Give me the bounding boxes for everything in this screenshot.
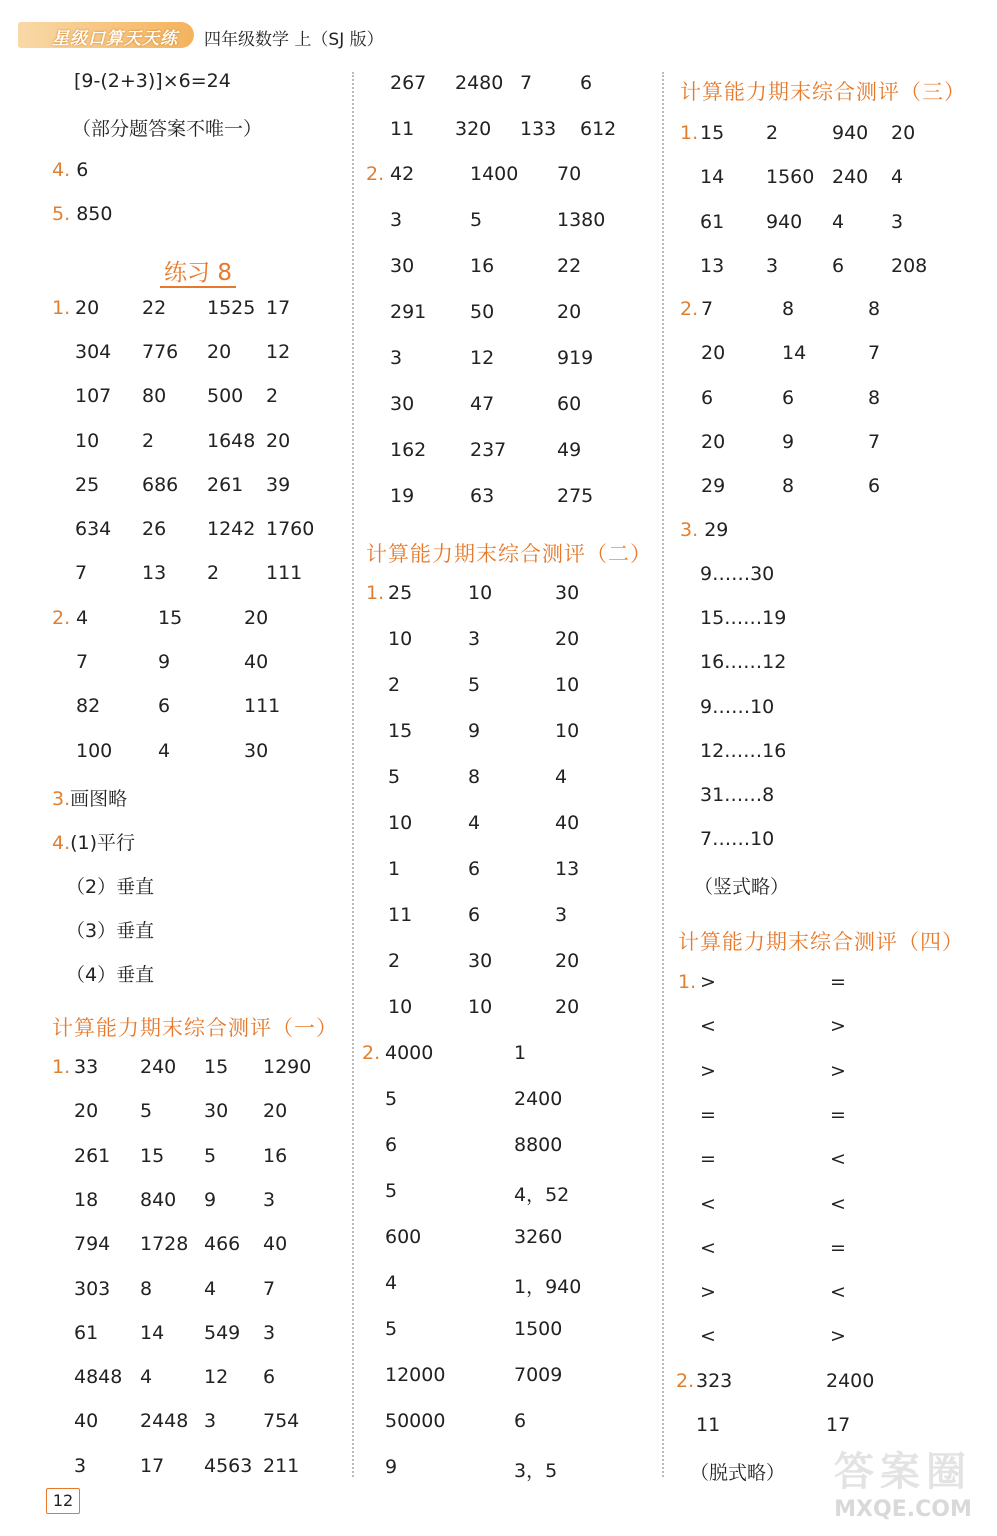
q-number: 2.	[680, 298, 699, 320]
answer-cell: 11	[696, 1414, 721, 1437]
answer-cell: <	[830, 1148, 846, 1171]
answer-cell: 33	[74, 1056, 99, 1078]
answer-cell: 8	[782, 475, 795, 498]
answer-cell: 6	[385, 1134, 398, 1156]
answer-cell: 500	[207, 385, 244, 408]
q-number: 3.	[680, 519, 699, 541]
answer-cell: =	[700, 1148, 716, 1171]
answer-cell: 1	[514, 1042, 527, 1064]
answer-cell: 1525	[207, 297, 256, 319]
answer-cell: 5	[140, 1100, 153, 1123]
answer-cell: 291	[390, 301, 427, 323]
answer-cell: 10	[468, 996, 493, 1018]
answer-cell: >	[830, 1059, 846, 1082]
answer-cell: 6	[580, 72, 593, 94]
q5-answer	[52, 203, 112, 225]
answer-cell: 1380	[557, 209, 606, 231]
answer-cell: 25	[388, 582, 413, 604]
answer-cell: 549	[204, 1321, 241, 1344]
answer-cell: 80	[142, 385, 167, 408]
column-divider-2	[662, 72, 664, 1477]
answer-cell: 4	[468, 812, 481, 834]
answer-value: 850	[76, 203, 113, 225]
answer-cell: 111	[244, 695, 281, 718]
answer-cell: 3260	[514, 1226, 563, 1248]
answer-cell: 162	[390, 439, 427, 461]
answer-cell: 13	[700, 254, 725, 277]
answer-cell: 2	[388, 950, 401, 972]
answer-cell: 237	[470, 439, 507, 461]
answer-cell: 14	[782, 342, 807, 365]
answer-text: 画图略	[70, 788, 128, 810]
answer-cell: 7	[75, 562, 88, 585]
answer-cell: 30	[555, 582, 580, 604]
answer-cell: 17	[266, 297, 291, 319]
answer-cell: 1290	[263, 1056, 312, 1078]
answer-cell: <	[700, 1015, 716, 1038]
answer-line: 31……8	[700, 784, 775, 806]
answer-cell: 4	[555, 766, 568, 788]
answer-cell: 63	[470, 485, 495, 507]
answer-line: 9……10	[700, 695, 775, 718]
answer-cell: 3	[766, 254, 779, 277]
answer-cell: 3，5	[514, 1460, 558, 1482]
answer-cell: 12	[470, 347, 495, 369]
answer-cell: 261	[74, 1144, 111, 1167]
answer-cell: 82	[76, 695, 101, 718]
answer-cell: 2	[766, 122, 779, 144]
q-number: 4.	[52, 832, 71, 854]
answer-cell: 61	[74, 1321, 99, 1344]
answer-cell: 12	[266, 341, 291, 364]
answer-cell: 7	[701, 298, 714, 320]
answer-cell: =	[830, 1103, 846, 1126]
answer-cell: <	[830, 1281, 846, 1304]
answer-cell: 10	[555, 720, 580, 742]
answer-cell: >	[700, 971, 716, 993]
answer-cell: 8	[468, 766, 481, 788]
answer-cell: 6	[701, 386, 714, 409]
answer-cell: 320	[455, 118, 492, 140]
q-number: 1.	[52, 1056, 71, 1078]
answer-cell: 1500	[514, 1318, 563, 1340]
answer-cell: 47	[470, 393, 495, 415]
answer-cell: 29	[701, 475, 726, 498]
answer-cell: 12000	[385, 1364, 446, 1386]
section-title-test-3: 计算能力期末综合测评（三）	[680, 80, 966, 104]
answer-cell: 303	[74, 1277, 111, 1300]
q-number: 1.	[52, 297, 71, 319]
answer-cell: 304	[75, 341, 112, 364]
q-number: 1.	[366, 582, 385, 604]
test3-q3-note: （竖式略）	[694, 876, 790, 898]
answer-cell: 11	[388, 904, 413, 926]
answer-cell: 1242	[207, 518, 256, 540]
answer-cell: 100	[76, 739, 113, 762]
answer-cell: >	[830, 1325, 846, 1348]
q-number: 2.	[366, 163, 385, 185]
answer-cell: 10	[555, 674, 580, 696]
answer-cell: 5	[385, 1180, 398, 1202]
answer-cell: 2400	[826, 1370, 875, 1392]
answer-cell: 5	[385, 1318, 398, 1340]
answer-cell: 10	[388, 628, 413, 650]
answer-cell: 7	[76, 651, 89, 674]
answer-cell: 4	[891, 166, 904, 189]
answer-line: 16……12	[700, 651, 787, 674]
answer-value: 29	[704, 519, 729, 541]
answer-cell: 13	[142, 562, 167, 585]
answer-cell: 14	[140, 1321, 165, 1344]
answer-cell: 4	[140, 1366, 153, 1389]
answer-cell: 20	[266, 429, 291, 452]
answer-cell: 919	[557, 347, 594, 369]
answer-cell: 20	[555, 950, 580, 972]
brand-text: 星级口算天天练	[52, 29, 178, 49]
answer-cell: 7	[520, 72, 533, 94]
answer-cell: 15	[204, 1056, 229, 1078]
answer-cell: 9	[158, 651, 171, 674]
answer-cell: 6	[158, 695, 171, 718]
answer-cell: 267	[390, 72, 427, 94]
answer-cell: 6	[868, 475, 881, 498]
answer-cell: 14	[700, 166, 725, 189]
answer-cell: 3	[555, 904, 568, 926]
answer-cell: 208	[891, 254, 928, 277]
answer-cell: 8	[868, 386, 881, 409]
answer-cell: 107	[75, 385, 112, 408]
answer-cell: 4	[385, 1272, 398, 1294]
brand-banner	[18, 22, 194, 48]
answer-cell: 1648	[207, 429, 256, 452]
answer-cell: 6	[468, 904, 481, 926]
answer-cell: 10	[388, 812, 413, 834]
answer-cell: 240	[140, 1056, 177, 1078]
answer-cell: 4	[158, 739, 171, 762]
answer-cell: 20	[891, 122, 916, 144]
answer-cell: 42	[390, 163, 415, 185]
answer-cell: 4	[204, 1277, 217, 1300]
answer-cell: 240	[832, 166, 869, 189]
answer-cell: >	[830, 1015, 846, 1038]
answer-cell: 940	[832, 122, 869, 144]
test3-q3-first	[680, 519, 728, 541]
answer-cell: 5	[385, 1088, 398, 1110]
answer-cell: 4000	[385, 1042, 434, 1064]
answer-cell: 22	[142, 297, 167, 319]
answer-cell: 7009	[514, 1364, 563, 1386]
answer-cell: 3	[263, 1321, 276, 1344]
answer-cell: 49	[557, 439, 582, 461]
answer-cell: 7	[868, 342, 881, 365]
answer-cell: 22	[557, 255, 582, 277]
q4b-answer-1	[52, 828, 135, 855]
q3-answer	[52, 784, 127, 811]
answer-cell: 3	[390, 347, 403, 369]
answer-cell: 20	[263, 1100, 288, 1123]
q-number: 1.	[678, 971, 697, 993]
answer-cell: 3	[468, 628, 481, 650]
answer-cell: 40	[74, 1410, 99, 1433]
answer-cell: 20	[555, 628, 580, 650]
answer-cell: 3	[390, 209, 403, 231]
answer-cell: 9	[468, 720, 481, 742]
answer-cell: 11	[390, 118, 415, 140]
answer-cell: 50	[470, 301, 495, 323]
answer-cell: 1400	[470, 163, 519, 185]
answer-cell: 2448	[140, 1410, 189, 1433]
page-number: 12	[46, 1488, 80, 1514]
answer-cell: 13	[555, 858, 580, 880]
answer-cell: 8	[782, 298, 795, 320]
answer-cell: 30	[468, 950, 493, 972]
section-title-practice-8	[78, 254, 318, 287]
answer-cell: 323	[696, 1370, 733, 1392]
answer-cell: 6	[782, 386, 795, 409]
q4b-answer-4: （4）垂直	[66, 964, 155, 986]
q4b-answer-3: （3）垂直	[66, 920, 155, 942]
answer-cell: 20	[207, 341, 232, 364]
answer-cell: 20	[701, 430, 726, 453]
answer-cell: 15	[700, 122, 725, 144]
answer-cell: 9	[204, 1188, 217, 1211]
watermark-logo-text: 答案圈	[834, 1449, 972, 1495]
answer-text: (1)平行	[70, 832, 136, 854]
answer-cell: 7	[868, 430, 881, 453]
answer-cell: =	[700, 1103, 716, 1126]
watermark-url: MXQE.COM	[834, 1497, 972, 1522]
answer-cell: 12	[204, 1366, 229, 1389]
answer-cell: 15	[158, 607, 183, 629]
answer-cell: 275	[557, 485, 594, 507]
answer-cell: <	[700, 1236, 716, 1259]
answer-cell: >	[700, 1281, 716, 1304]
answer-cell: 17	[140, 1454, 165, 1477]
answer-cell: 25	[75, 473, 100, 496]
answer-cell: 794	[74, 1233, 111, 1256]
answer-cell: 754	[263, 1410, 300, 1433]
answer-cell: 70	[557, 163, 582, 185]
intro-equation: [9-(2+3)]×6=24	[74, 70, 231, 92]
answer-cell: <	[700, 1192, 716, 1215]
q-number: 2.	[362, 1042, 381, 1064]
answer-cell: 5	[468, 674, 481, 696]
answer-cell: 133	[520, 118, 557, 140]
answer-cell: <	[830, 1192, 846, 1215]
answer-cell: 17	[826, 1414, 851, 1437]
answer-line: 9……30	[700, 563, 775, 585]
answer-cell: 634	[75, 518, 112, 540]
answer-cell: 4	[76, 607, 89, 629]
answer-cell: 50000	[385, 1410, 446, 1432]
answer-cell: 6	[514, 1410, 527, 1432]
intro-note: （部分题答案不唯一）	[72, 118, 263, 140]
book-subtitle: 四年级数学 上（SJ 版）	[204, 30, 384, 50]
answer-value: 6	[76, 159, 89, 181]
answer-cell: 20	[74, 1100, 99, 1123]
answer-cell: 9	[782, 430, 795, 453]
answer-cell: 30	[390, 393, 415, 415]
answer-cell: 40	[263, 1233, 288, 1256]
answer-cell: 211	[263, 1454, 300, 1477]
test4-q2-note: （脱式略）	[690, 1462, 786, 1484]
answer-cell: 7	[263, 1277, 276, 1300]
answer-cell: 9	[385, 1456, 398, 1478]
answer-cell: 686	[142, 473, 179, 496]
answer-cell: 4848	[74, 1366, 123, 1389]
answer-cell: 2	[266, 385, 279, 408]
q4-answer	[52, 159, 88, 181]
answer-cell: 2	[388, 674, 401, 696]
answer-cell: 20	[244, 607, 269, 629]
answer-cell: 940	[766, 210, 803, 233]
answer-cell: 261	[207, 473, 244, 496]
answer-cell: 612	[580, 118, 617, 140]
answer-cell: 20	[555, 996, 580, 1018]
q4b-answer-2: （2）垂直	[66, 876, 155, 898]
answer-cell: 5	[388, 766, 401, 788]
answer-cell: 4563	[204, 1454, 253, 1477]
answer-cell: 18	[74, 1188, 99, 1211]
answer-cell: 4，52	[514, 1184, 570, 1206]
section-title-test-2: 计算能力期末综合测评（二）	[366, 542, 652, 566]
answer-cell: 16	[263, 1144, 288, 1167]
q-number: 3.	[52, 788, 71, 810]
answer-cell: 26	[142, 518, 167, 540]
answer-line: 7……10	[700, 828, 775, 851]
column-divider-1	[352, 72, 354, 1477]
answer-cell: 8	[140, 1277, 153, 1300]
section-title-test-4: 计算能力期末综合测评（四）	[678, 930, 964, 954]
answer-cell: 30	[244, 739, 269, 762]
answer-cell: 15	[140, 1144, 165, 1167]
answer-cell: =	[830, 1236, 846, 1259]
answer-cell: <	[700, 1325, 716, 1348]
answer-cell: 10	[75, 429, 100, 452]
answer-cell: 5	[204, 1144, 217, 1167]
watermark	[818, 1440, 988, 1530]
answer-cell: 61	[700, 210, 725, 233]
answer-cell: 1728	[140, 1233, 189, 1256]
answer-cell: 2	[142, 429, 155, 452]
title-text: 练习 8	[160, 260, 236, 288]
answer-cell: 6	[468, 858, 481, 880]
answer-cell: 10	[388, 996, 413, 1018]
q-number: 2.	[676, 1370, 695, 1392]
answer-cell: 20	[701, 342, 726, 365]
answer-cell: 840	[140, 1188, 177, 1211]
answer-cell: 776	[142, 341, 179, 364]
answer-cell: 3	[263, 1188, 276, 1211]
answer-cell: 111	[266, 562, 303, 585]
answer-cell: 1760	[266, 518, 315, 540]
answer-cell: 2480	[455, 72, 504, 94]
answer-cell: 3	[891, 210, 904, 233]
answer-cell: 16	[470, 255, 495, 277]
answer-line: 12……16	[700, 739, 787, 762]
answer-cell: 30	[204, 1100, 229, 1123]
answer-cell: 10	[468, 582, 493, 604]
q-number: 1.	[680, 122, 699, 144]
answer-cell: 30	[390, 255, 415, 277]
answer-cell: 3	[204, 1410, 217, 1433]
answer-cell: 60	[557, 393, 582, 415]
answer-cell: 600	[385, 1226, 422, 1248]
answer-line: 15……19	[700, 607, 787, 630]
q-number: 5.	[52, 203, 71, 225]
answer-cell: 2400	[514, 1088, 563, 1110]
answer-cell: 6	[832, 254, 845, 277]
q-number: 2.	[52, 607, 71, 629]
answer-cell: 8800	[514, 1134, 563, 1156]
answer-cell: 19	[390, 485, 415, 507]
answer-cell: 2	[207, 562, 220, 585]
answer-cell: 40	[555, 812, 580, 834]
answer-cell: 1	[388, 858, 401, 880]
answer-cell: >	[700, 1059, 716, 1082]
answer-cell: 6	[263, 1366, 276, 1389]
answer-cell: 40	[244, 651, 269, 674]
answer-cell: 1560	[766, 166, 815, 189]
answer-cell: 15	[388, 720, 413, 742]
answer-cell: 5	[470, 209, 483, 231]
answer-cell: =	[830, 971, 846, 993]
q-number: 4.	[52, 159, 71, 181]
answer-cell: 20	[557, 301, 582, 323]
answer-cell: 20	[75, 297, 100, 319]
answer-cell: 3	[74, 1454, 87, 1477]
answer-cell: 39	[266, 473, 291, 496]
answer-cell: 1，940	[514, 1276, 582, 1298]
answer-cell: 4	[832, 210, 845, 233]
answer-cell: 466	[204, 1233, 241, 1256]
section-title-test-1: 计算能力期末综合测评（一）	[52, 1016, 338, 1040]
answer-cell: 8	[868, 298, 881, 320]
